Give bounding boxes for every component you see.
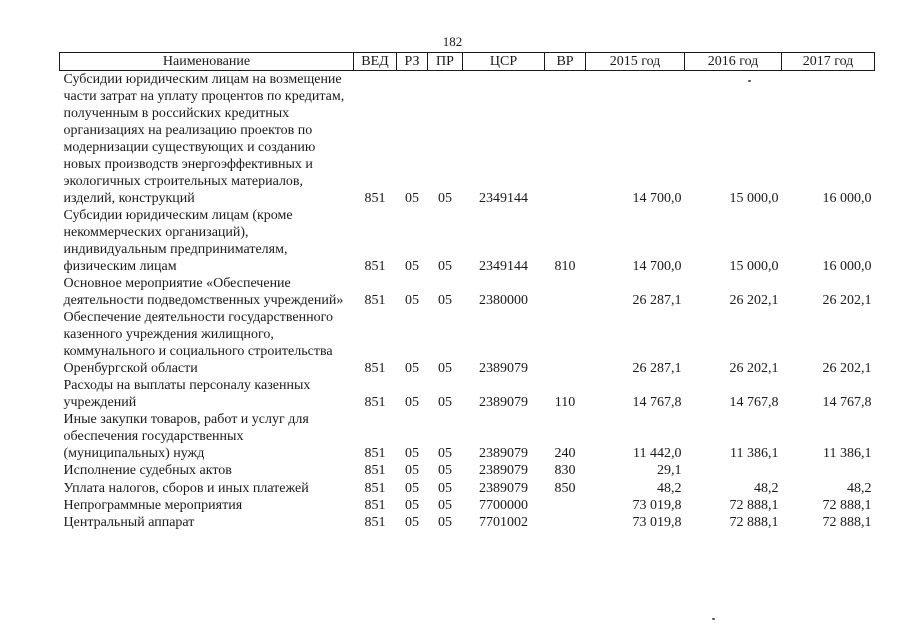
cell-vr: 830 [554, 463, 576, 478]
table-row [60, 462, 875, 479]
table-header-row [60, 53, 875, 71]
cell-y2015: 73 019,8 [632, 498, 682, 513]
cell-rz: 05 [405, 361, 419, 376]
cell-rz: 05 [405, 446, 419, 461]
cell-name: Расходы на выплаты персоналу казенных учреждений [63, 378, 311, 410]
cell-y2016: 11 386,1 [730, 446, 779, 461]
cell-name: Центральный аппарат [63, 515, 195, 530]
cell-rz: 05 [405, 293, 419, 308]
cell-ved: 851 [364, 498, 386, 513]
cell-y2017: 26 202,1 [822, 293, 872, 308]
cell-y2017: 16 000,0 [822, 259, 872, 274]
header-pr: ПР [428, 53, 463, 71]
table-row [60, 275, 875, 309]
cell-name: Обеспечение деятельности государственного казенного учреждения жилищного, коммунального и социального строительства Оренбургской области [63, 310, 333, 376]
cell-csr: 7700000 [479, 498, 528, 513]
header-2016: 2016 год [685, 53, 782, 71]
cell-pr: 05 [438, 259, 452, 274]
cell-name: Уплата налогов, сборов и иных платежей [63, 481, 309, 496]
cell-y2015: 11 442,0 [633, 446, 682, 461]
cell-rz: 05 [405, 481, 419, 496]
cell-name: Субсидии юридическим лицам (кроме некоммерческих организаций), индивидуальным предпринимателям, физическим лицам [63, 208, 293, 274]
cell-pr: 05 [438, 515, 452, 530]
cell-y2016: 72 888,1 [729, 498, 779, 513]
header-ved: ВЕД [354, 53, 397, 71]
cell-y2016: 48,2 [754, 481, 779, 496]
cell-ved: 851 [364, 191, 386, 206]
cell-name: Основное мероприятие «Обеспечение деятельности подведомственных учреждений» [63, 276, 344, 308]
cell-y2015: 26 287,1 [632, 293, 682, 308]
cell-vr: 240 [554, 446, 576, 461]
cell-pr: 05 [438, 361, 452, 376]
cell-csr: 2349144 [479, 191, 528, 206]
cell-pr: 05 [438, 191, 452, 206]
table-row [60, 514, 875, 531]
cell-pr: 05 [438, 293, 452, 308]
cell-y2015: 26 287,1 [632, 361, 682, 376]
header-csr: ЦСР [463, 53, 545, 71]
cell-y2017: 72 888,1 [822, 515, 872, 530]
cell-ved: 851 [364, 446, 386, 461]
cell-ved: 851 [364, 361, 386, 376]
cell-y2017: 26 202,1 [822, 361, 872, 376]
cell-y2016 [685, 462, 782, 479]
table-row [60, 497, 875, 514]
cell-rz: 05 [405, 395, 419, 410]
scan-speck [748, 80, 751, 82]
cell-y2017: 14 767,8 [822, 395, 872, 410]
cell-y2016: 72 888,1 [729, 515, 779, 530]
table-row [60, 411, 875, 462]
cell-ved: 851 [364, 515, 386, 530]
cell-vr [545, 497, 586, 514]
cell-y2016: 15 000,0 [729, 191, 779, 206]
cell-rz: 05 [405, 191, 419, 206]
table-row [60, 479, 875, 497]
cell-vr: 850 [554, 481, 576, 496]
cell-csr: 2389079 [479, 361, 528, 376]
cell-y2017: 16 000,0 [822, 191, 872, 206]
cell-name: Субсидии юридическим лицам на возмещение части затрат на уплату процентов по кредитам, полученным в российских кредитных организациях на реализацию проектов по модернизации существующих и созданию новых производств энергоэффективных и экологичных строительных материалов, изделий, конструкций [63, 72, 345, 206]
cell-vr [545, 309, 586, 377]
header-rz: РЗ [397, 53, 428, 71]
cell-vr [545, 514, 586, 531]
cell-y2017: 48,2 [847, 481, 872, 496]
cell-csr: 2389079 [479, 395, 528, 410]
cell-y2017: 11 386,1 [823, 446, 872, 461]
cell-y2015: 14 700,0 [632, 191, 682, 206]
cell-rz: 05 [405, 463, 419, 478]
budget-table [59, 52, 875, 531]
cell-csr: 2389079 [479, 481, 528, 496]
cell-vr: 110 [554, 395, 576, 410]
cell-y2016: 15 000,0 [729, 259, 779, 274]
cell-csr: 2389079 [479, 463, 528, 478]
cell-ved: 851 [364, 463, 386, 478]
cell-rz: 05 [405, 515, 419, 530]
cell-name: Непрограммные мероприятия [63, 498, 243, 513]
cell-y2015: 29,1 [657, 463, 682, 478]
cell-y2017: 72 888,1 [822, 498, 872, 513]
cell-ved: 851 [364, 293, 386, 308]
cell-name: Исполнение судебных актов [63, 463, 232, 478]
cell-pr: 05 [438, 498, 452, 513]
scan-speck [712, 618, 715, 620]
header-name: Наименование [60, 53, 354, 71]
header-2017: 2017 год [782, 53, 875, 71]
cell-y2016: 26 202,1 [729, 293, 779, 308]
header-2015: 2015 год [586, 53, 685, 71]
table-body [60, 71, 875, 532]
cell-csr: 2349144 [479, 259, 528, 274]
table-row [60, 377, 875, 411]
cell-rz: 05 [405, 259, 419, 274]
table-row [60, 309, 875, 377]
cell-ved: 851 [364, 481, 386, 496]
cell-vr [545, 71, 586, 208]
cell-ved: 851 [364, 395, 386, 410]
cell-y2015: 14 700,0 [632, 259, 682, 274]
header-vr: ВР [545, 53, 586, 71]
table-row [60, 71, 875, 208]
cell-rz: 05 [405, 498, 419, 513]
cell-y2017 [782, 462, 875, 479]
cell-y2015: 48,2 [657, 481, 682, 496]
cell-pr: 05 [438, 446, 452, 461]
cell-vr: 810 [554, 259, 576, 274]
cell-csr: 2380000 [479, 293, 528, 308]
cell-y2015: 73 019,8 [632, 515, 682, 530]
cell-ved: 851 [364, 259, 386, 274]
cell-csr: 7701002 [479, 515, 528, 530]
cell-name: Иные закупки товаров, работ и услуг для обеспечения государственных (муниципальных) нужд [63, 412, 309, 461]
cell-y2015: 14 767,8 [632, 395, 682, 410]
cell-csr: 2389079 [479, 446, 528, 461]
cell-pr: 05 [438, 463, 452, 478]
cell-vr [545, 275, 586, 309]
cell-y2016: 26 202,1 [729, 361, 779, 376]
table-row [60, 207, 875, 275]
cell-pr: 05 [438, 481, 452, 496]
cell-pr: 05 [438, 395, 452, 410]
cell-y2016: 14 767,8 [729, 395, 779, 410]
page-number: 182 [442, 34, 463, 49]
